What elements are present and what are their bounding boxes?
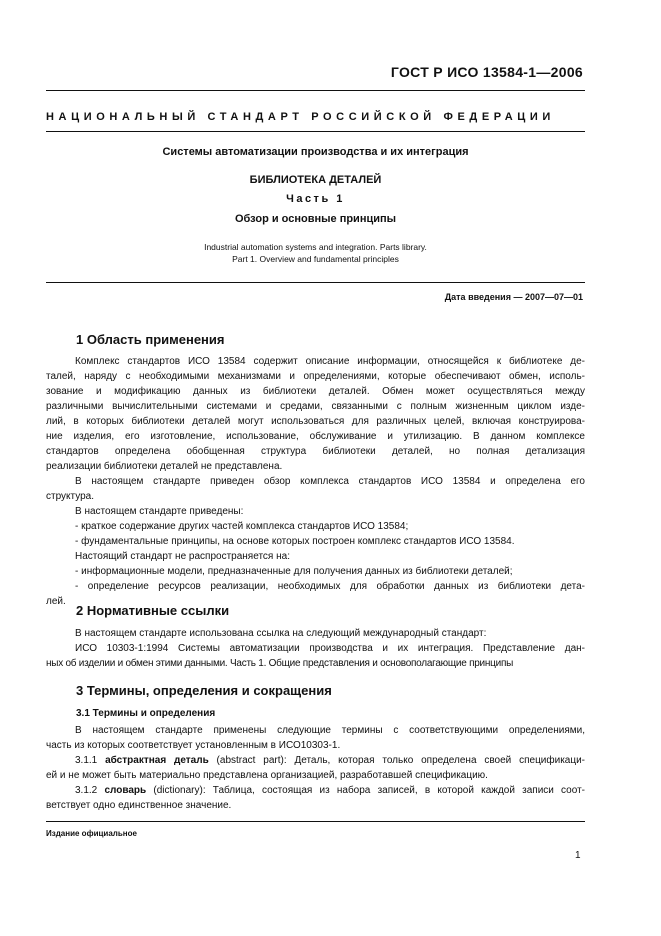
- term-definition: [46, 783, 585, 798]
- part-title: Часть 1: [286, 193, 345, 205]
- title-rule: [46, 282, 585, 283]
- section-2-heading: 2 Нормативные ссылки: [76, 603, 230, 618]
- term-number: 3.1.1: [75, 755, 106, 766]
- text-line: ветствует одно единственное значение.: [46, 800, 232, 811]
- text-line: В настоящем стандарте использована ссылка на следующий международный стандарт:: [75, 628, 487, 639]
- document-id: ГОСТ Р ИСО 13584-1—2006: [390, 64, 583, 80]
- text-line: стандартов определена обобщенная структура библиотеки деталей, но полная детализация: [46, 446, 585, 457]
- list-item: - краткое содержание других частей комплекса стандартов ИСО 13584;: [75, 521, 409, 532]
- header-rule: [46, 90, 585, 91]
- subtitle: Обзор и основные принципы: [234, 213, 397, 225]
- footer-rule: [46, 821, 585, 822]
- library-title: БИБЛИОТЕКА ДЕТАЛЕЙ: [249, 174, 382, 186]
- introduction-date: Дата введения — 2007—07—01: [444, 292, 583, 302]
- text-line: зование и модификацию данных из библиотеки деталей. Обмен может осуществляться между: [46, 386, 585, 397]
- text-line: различными вычислительными системами и средами, связанными с полным жизненным циклом изде-: [46, 401, 585, 412]
- english-title-line: Industrial automation systems and integration. Parts library.: [204, 242, 427, 252]
- text-line: ей и не может быть материально представлена организацией, разработавшей спецификацию.: [46, 770, 488, 781]
- text-line: Комплекс стандартов ИСО 13584 содержит описание информации, относящейся к библиотеке де-: [75, 356, 585, 367]
- text-line: лей.: [46, 596, 66, 607]
- national-standard-banner: НАЦИОНАЛЬНЫЙ СТАНДАРТ РОССИЙСКОЙ ФЕДЕРАЦИИ: [46, 111, 555, 123]
- section-1-heading: 1 Область применения: [76, 332, 225, 347]
- banner-rule: [46, 131, 585, 132]
- section-3-body: [46, 723, 585, 813]
- text-line: ИСО 10303-1:1994 Системы автоматизации производства и их интеграция. Представление дан-: [75, 643, 585, 654]
- subsection-3-1-heading: 3.1 Термины и определения: [76, 708, 216, 719]
- text-line: В настоящем стандарте приведен обзор комплекса стандартов ИСО 13584 и определена его: [75, 476, 585, 487]
- text-line: реализации библиотеки деталей не представлена.: [46, 461, 283, 472]
- section-2-body: [46, 626, 585, 671]
- english-title: [46, 241, 585, 265]
- english-title-line: Part 1. Overview and fundamental principles: [232, 254, 399, 264]
- official-edition-label: Издание официальное: [46, 829, 137, 838]
- term-number: 3.1.2: [75, 785, 105, 796]
- term-name: абстрактная деталь: [105, 755, 209, 766]
- text-line: талей, наряду с необходимыми механизмами и определениями, которые обеспечивают обмен, исполь-: [46, 371, 585, 382]
- text-line: лий, в которых библиотеки деталей могут использоваться для различных целей, включая конструирова-: [46, 416, 585, 427]
- term-definition: [46, 753, 585, 768]
- text-line: структура.: [46, 491, 94, 502]
- text-line: ных об изделии и обмен этими данными. Часть 1. Общие представления и основополагающие принципы: [46, 658, 514, 669]
- term-text: (dictionary): Таблица, состоящая из набора записей, в которой каждой записи соот-: [146, 785, 585, 796]
- text-line: В настоящем стандарте приведены:: [75, 506, 244, 517]
- section-3-heading: 3 Термины, определения и сокращения: [76, 683, 332, 698]
- list-item: - фундаментальные принципы, на основе которых построен комплекс стандартов ИСО 13584.: [75, 536, 515, 547]
- text-line: Настоящий стандарт не распространяется на:: [75, 551, 290, 562]
- section-1-body: [46, 354, 585, 609]
- list-item: - информационные модели, предназначенные для получения данных из библиотеки деталей;: [75, 566, 513, 577]
- text-line: часть из которых соответствует установленным в ИСО10303-1.: [46, 740, 341, 751]
- text-line: В настоящем стандарте применены следующие термины с соответствующими определениями,: [75, 725, 585, 736]
- text-line: ние изделия, его изготовление, использование, обслуживание и утилизацию. В данном комплексе: [46, 431, 585, 442]
- list-item: - определение ресурсов реализации, необходимых для обработки данных из библиотеки дета-: [75, 581, 585, 592]
- term-text: (abstract part): Деталь, которая только определена своей спецификаци-: [208, 755, 585, 766]
- standard-title: Системы автоматизации производства и их интеграция: [162, 146, 469, 158]
- page-number: 1: [575, 850, 581, 861]
- term-name: словарь: [104, 785, 147, 796]
